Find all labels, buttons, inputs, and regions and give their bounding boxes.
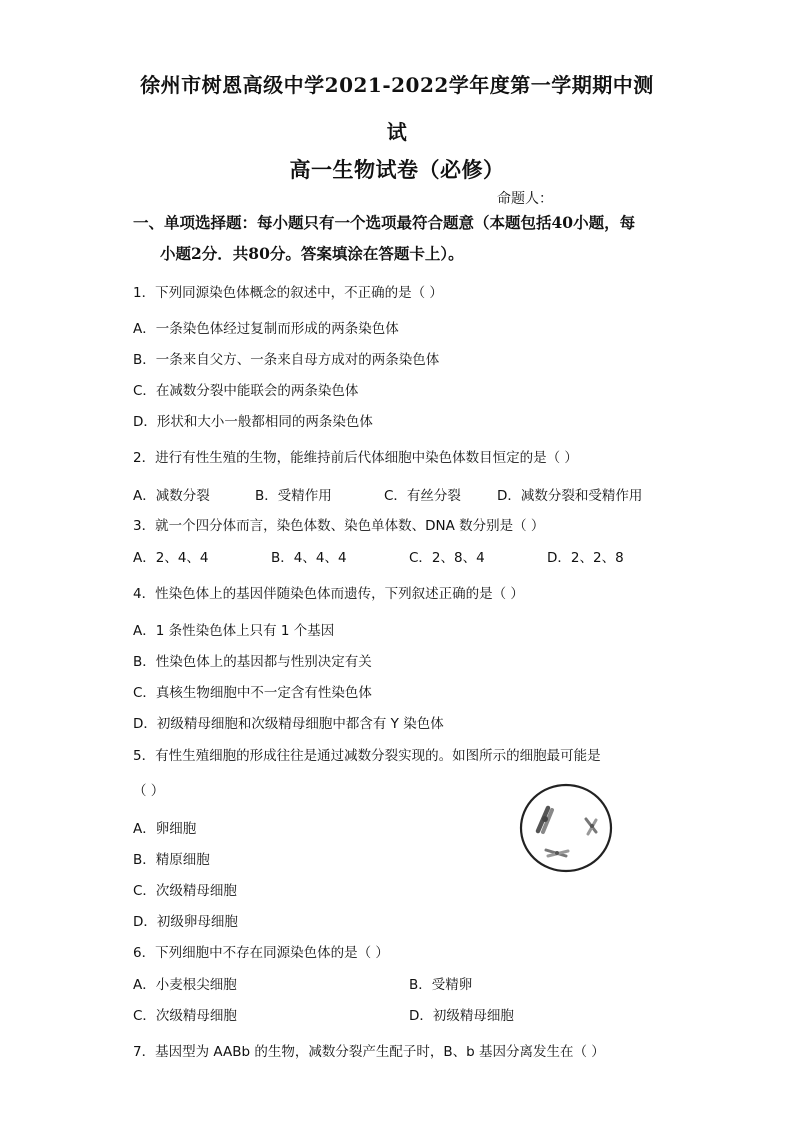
question-6-option-d: D．初级精母细胞 [409, 1008, 514, 1024]
question-3-option-b: B．4、4、4 [271, 550, 347, 566]
question-5-option-a: A．卵细胞 [133, 821, 197, 837]
question-2-option-c: C．有丝分裂 [384, 488, 461, 504]
question-6-option-b: B．受精卵 [409, 977, 473, 993]
question-2-stem: 2．进行有性生殖的生物，能维持前后代体细胞中染色体数目恒定的是（ ） [133, 450, 578, 466]
question-6-option-c: C．次级精母细胞 [133, 1008, 237, 1024]
question-1-option-b: B．一条来自父方、一条来自母方成对的两条染色体 [133, 352, 440, 368]
exam-title-line1: 徐州市树恩高级中学2021-2022学年度第一学期期中测 [140, 73, 654, 97]
exam-title-line2: 试 [386, 120, 408, 144]
question-2-option-d: D．减数分裂和受精作用 [497, 488, 643, 504]
cell-membrane [521, 785, 611, 871]
question-1-option-a: A．一条染色体经过复制而形成的两条染色体 [133, 321, 399, 337]
question-5-option-c: C．次级精母细胞 [133, 883, 237, 899]
question-1-option-c: C．在减数分裂中能联会的两条染色体 [133, 383, 359, 399]
section-heading: 一、单项选择题：每小题只有一个选项最符合题意（本题包括40小题，每 [133, 213, 636, 232]
question-6-stem: 6．下列细胞中不存在同源染色体的是（ ） [133, 945, 389, 961]
question-3-stem: 3．就一个四分体而言，染色体数、染色单体数、DNA 数分别是（ ） [133, 518, 545, 534]
question-5-stem: 5．有性生殖细胞的形成往往是通过减数分裂实现的。如图所示的细胞最可能是 [133, 748, 601, 764]
section-heading-cont: 小题2分．共80分。答案填涂在答题卡上）。 [160, 244, 464, 263]
question-4-option-a: A．1 条性染色体上只有 1 个基因 [133, 623, 335, 639]
question-3-option-d: D．2、2、8 [547, 550, 624, 566]
question-5-option-d: D．初级卵母细胞 [133, 914, 238, 930]
question-3-option-c: C．2、8、4 [409, 550, 485, 566]
exam-subtitle: 高一生物试卷（必修） [289, 157, 505, 182]
question-6-option-a: A．小麦根尖细胞 [133, 977, 237, 993]
question-4-option-d: D．初级精母细胞和次级精母细胞中都含有 Y 染色体 [133, 716, 444, 732]
question-1-stem: 1．下列同源染色体概念的叙述中，不正确的是（ ） [133, 285, 443, 301]
question-4-stem: 4．性染色体上的基因伴随染色体而遗传，下列叙述正确的是（ ） [133, 586, 524, 602]
question-1-option-d: D．形状和大小一般都相同的两条染色体 [133, 414, 373, 430]
question-7-stem: 7．基因型为 AABb 的生物，减数分裂产生配子时，B、b 基因分离发生在（ ） [133, 1044, 605, 1060]
question-2-option-b: B．受精作用 [255, 488, 332, 504]
question-4-option-c: C．真核生物细胞中不一定含有性染色体 [133, 685, 372, 701]
question-5-option-b: B．精原细胞 [133, 852, 210, 868]
author-label: 命题人： [497, 191, 553, 207]
question-3-option-a: A．2、4、4 [133, 550, 209, 566]
question-5-stem-cont: （ ） [133, 783, 165, 799]
question-4-option-b: B．性染色体上的基因都与性别决定有关 [133, 654, 372, 670]
cell-diagram-figure [518, 782, 614, 874]
question-2-option-a: A．减数分裂 [133, 488, 210, 504]
